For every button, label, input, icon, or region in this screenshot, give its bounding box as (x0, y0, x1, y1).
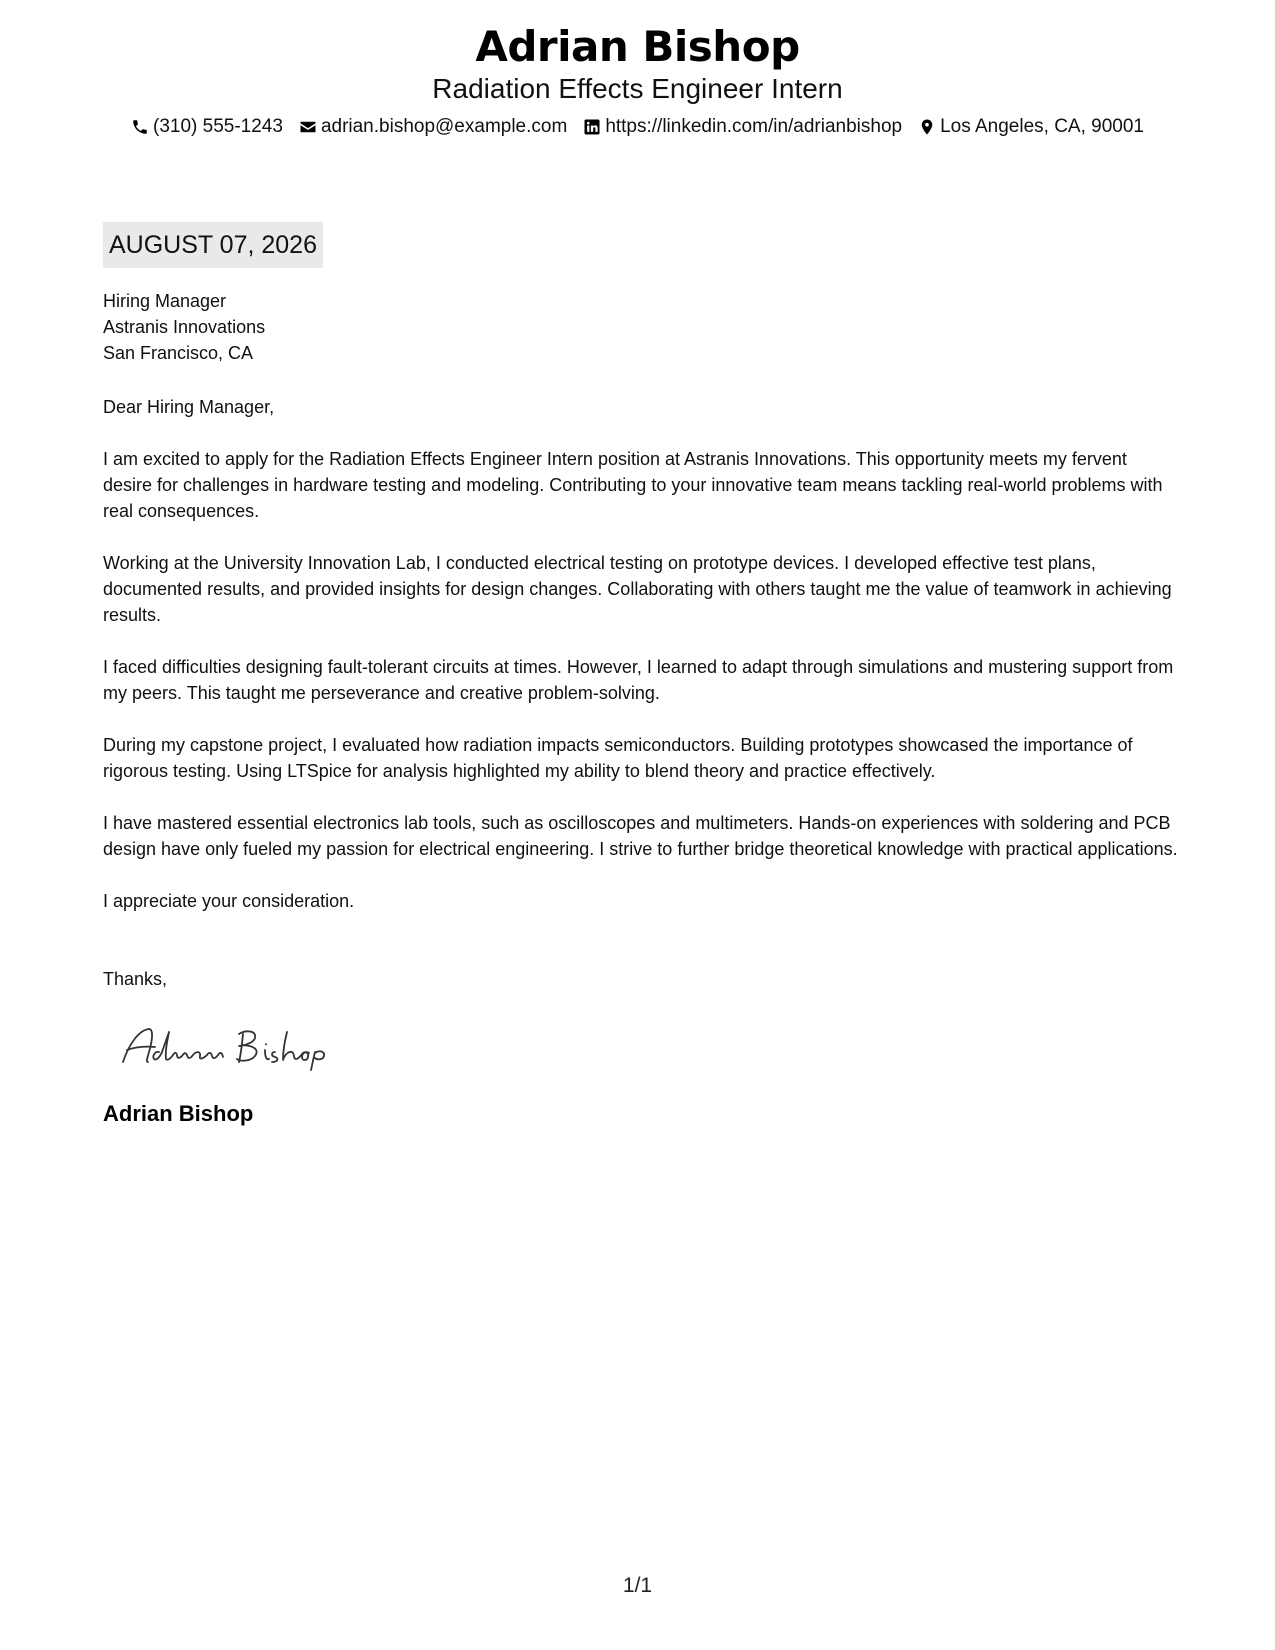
contact-email[interactable] (299, 115, 567, 139)
paragraph: I faced difficulties designing fault-tolerant circuits at times. However, I learned to adapt through simulations and mustering support from my peers. This taught me perseverance and creative problem-solving. (103, 657, 1174, 703)
recipient-line: San Francisco, CA (103, 343, 254, 363)
contact-phone (131, 115, 283, 139)
letter-date: AUGUST 07, 2026 (103, 222, 323, 268)
phone-icon (131, 118, 149, 136)
paragraph: I appreciate your consideration. (103, 891, 355, 911)
contact-linkedin[interactable] (583, 115, 902, 139)
signature-image (115, 1022, 355, 1072)
linkedin-text[interactable]: https://linkedin.com/in/adrianbishop (605, 116, 903, 137)
email-text[interactable]: adrian.bishop@example.com (320, 116, 568, 137)
closing: Thanks, (103, 969, 168, 989)
applicant-title: Radiation Effects Engineer Intern (432, 73, 843, 104)
contact-location (918, 115, 1144, 139)
letter-header (0, 22, 1275, 139)
paragraph: Working at the University Innovation Lab, I conducted electrical testing on prototype devices. I developed effective test plans, documented results, and provided insights for design changes. Collaborating with others taught me the value of teamwork in achieving results. (103, 553, 1172, 625)
contact-bar (0, 115, 1275, 139)
map-pin-icon (918, 118, 936, 136)
letter-body (103, 288, 1178, 1128)
applicant-name: Adrian Bishop (475, 22, 800, 71)
recipient-line: Hiring Manager (103, 291, 227, 311)
paragraph: I am excited to apply for the Radiation Effects Engineer Intern position at Astranis Innovations. This opportunity meets my fervent desire for challenges in hardware testing and modeling. Contributing to your innovative team means tackling real-world problems with real consequences. (103, 449, 1163, 521)
paragraph: During my capstone project, I evaluated how radiation impacts semiconductors. Building prototypes showcased the importance of rigorous testing. Using LTSpice for analysis highlighted my ability to blend theory and practice effectively. (103, 735, 1133, 781)
paragraph: I have mastered essential electronics lab tools, such as oscilloscopes and multimeters. Hands-on experiences with soldering and PCB design have only fueled my passion for electrical engineering. I strive to further bridge theoretical knowledge with practical applications. (103, 813, 1178, 859)
recipient-line: Astranis Innovations (103, 317, 266, 337)
linkedin-icon (583, 118, 601, 136)
salutation: Dear Hiring Manager, (103, 397, 275, 417)
envelope-icon (299, 118, 317, 136)
page-number: 1/1 (622, 1574, 653, 1597)
signer-name: Adrian Bishop (103, 1101, 254, 1126)
recipient-block (103, 288, 1178, 366)
phone-text: (310) 555-1243 (153, 116, 283, 137)
location-text: Los Angeles, CA, 90001 (940, 116, 1144, 137)
